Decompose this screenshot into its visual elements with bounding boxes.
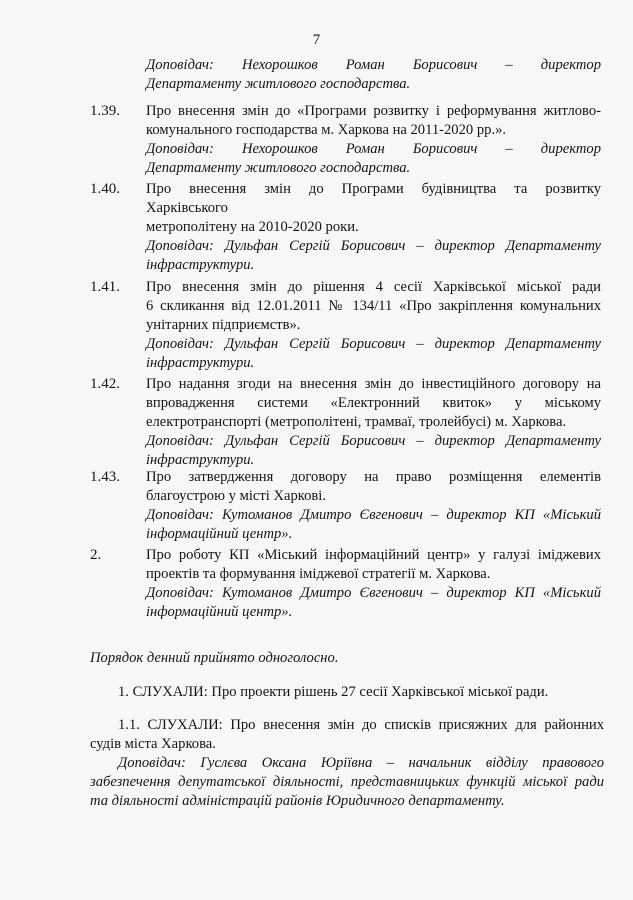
page-number: 7 xyxy=(312,32,321,48)
agenda-item-text: Про внесення змін до «Програми розвитку і реформування житлово- xyxy=(146,103,601,119)
heard-1: 1. СЛУХАЛИ: Про проекти рішень 27 сесії Харківської міської ради. xyxy=(118,684,549,700)
speaker-line: Доповідач: Нехорошков Роман Борисович – директор xyxy=(146,141,601,157)
speaker-line: Доповідач: Гуслєва Оксана Юріївна – начальник відділу правового xyxy=(118,755,604,771)
agenda-item-number: 1.43. xyxy=(90,469,120,485)
speaker-line: Департаменту житлового господарства. xyxy=(146,76,411,92)
speaker-line: Департаменту житлового господарства. xyxy=(146,160,411,176)
speaker-line: Доповідач: Кутоманов Дмитро Євгенович – директор КП «Міський xyxy=(146,585,601,601)
agenda-item-text: впровадження системи «Електронний квиток» у міському xyxy=(146,395,601,411)
agenda-item-number: 1.41. xyxy=(90,279,120,295)
agenda-item-number: 2. xyxy=(90,547,102,563)
heard-1-1-line: 1.1. СЛУХАЛИ: Про внесення змін до списків присяжних для районних xyxy=(118,717,604,733)
agenda-item-text: комунального господарства м. Харкова на 2011-2020 рр.». xyxy=(146,122,507,138)
speaker-line: інфраструктури. xyxy=(146,452,255,468)
agenda-item-text: метрополітену на 2010-2020 роки. xyxy=(146,219,359,235)
speaker-line: інфраструктури. xyxy=(146,257,255,273)
agenda-item-number: 1.40. xyxy=(90,181,120,197)
agenda-item-text: електротранспорті (метрополітені, трамваї, тролейбусі) м. Харкова. xyxy=(146,414,567,430)
agenda-item-text: Про внесення змін до Програми будівництва та розвитку xyxy=(146,181,601,197)
speaker-line: Доповідач: Нехорошков Роман Борисович – директор xyxy=(146,57,601,73)
agenda-item-text: Про затвердження договору на право розміщення елементів xyxy=(146,469,601,485)
agenda-item-text: Харківського xyxy=(146,200,228,216)
agenda-item-text: Про роботу КП «Міський інформаційний центр» у галузі іміджевих xyxy=(146,547,601,563)
speaker-line: інформаційний центр». xyxy=(146,526,293,542)
agenda-item-text: унітарних підприємств». xyxy=(146,317,301,333)
agenda-adopted-note: Порядок денний прийнято одноголосно. xyxy=(90,650,339,666)
speaker-line: інформаційний центр». xyxy=(146,604,293,620)
speaker-line: Доповідач: Кутоманов Дмитро Євгенович – директор КП «Міський xyxy=(146,507,601,523)
speaker-line: Доповідач: Дульфан Сергій Борисович – директор Департаменту xyxy=(146,336,601,352)
speaker-line: Доповідач: Дульфан Сергій Борисович – директор Департаменту xyxy=(146,238,601,254)
agenda-item-number: 1.42. xyxy=(90,376,120,392)
agenda-item-number: 1.39. xyxy=(90,103,120,119)
heard-1-1-line: судів міста Харкова. xyxy=(90,736,216,752)
agenda-item-text: благоустрою у місті Харкові. xyxy=(146,488,327,504)
agenda-item-text: проектів та формування іміджевої стратегії м. Харкова. xyxy=(146,566,491,582)
agenda-item-text: Про внесення змін до рішення 4 сесії Харківської міської ради xyxy=(146,279,601,295)
agenda-item-text: 6 скликання від 12.01.2011 № 134/11 «Про закріплення комунальних xyxy=(146,298,601,314)
speaker-line: та діяльності адміністрацій районів Юридичного департаменту. xyxy=(90,793,505,809)
agenda-item-text: Про надання згоди на внесення змін до інвестиційного договору на xyxy=(146,376,601,392)
speaker-line: забезпечення депутатської діяльності, представницьких функцій міської ради xyxy=(90,774,604,790)
speaker-line: Доповідач: Дульфан Сергій Борисович – директор Департаменту xyxy=(146,433,601,449)
speaker-line: інфраструктури. xyxy=(146,355,255,371)
